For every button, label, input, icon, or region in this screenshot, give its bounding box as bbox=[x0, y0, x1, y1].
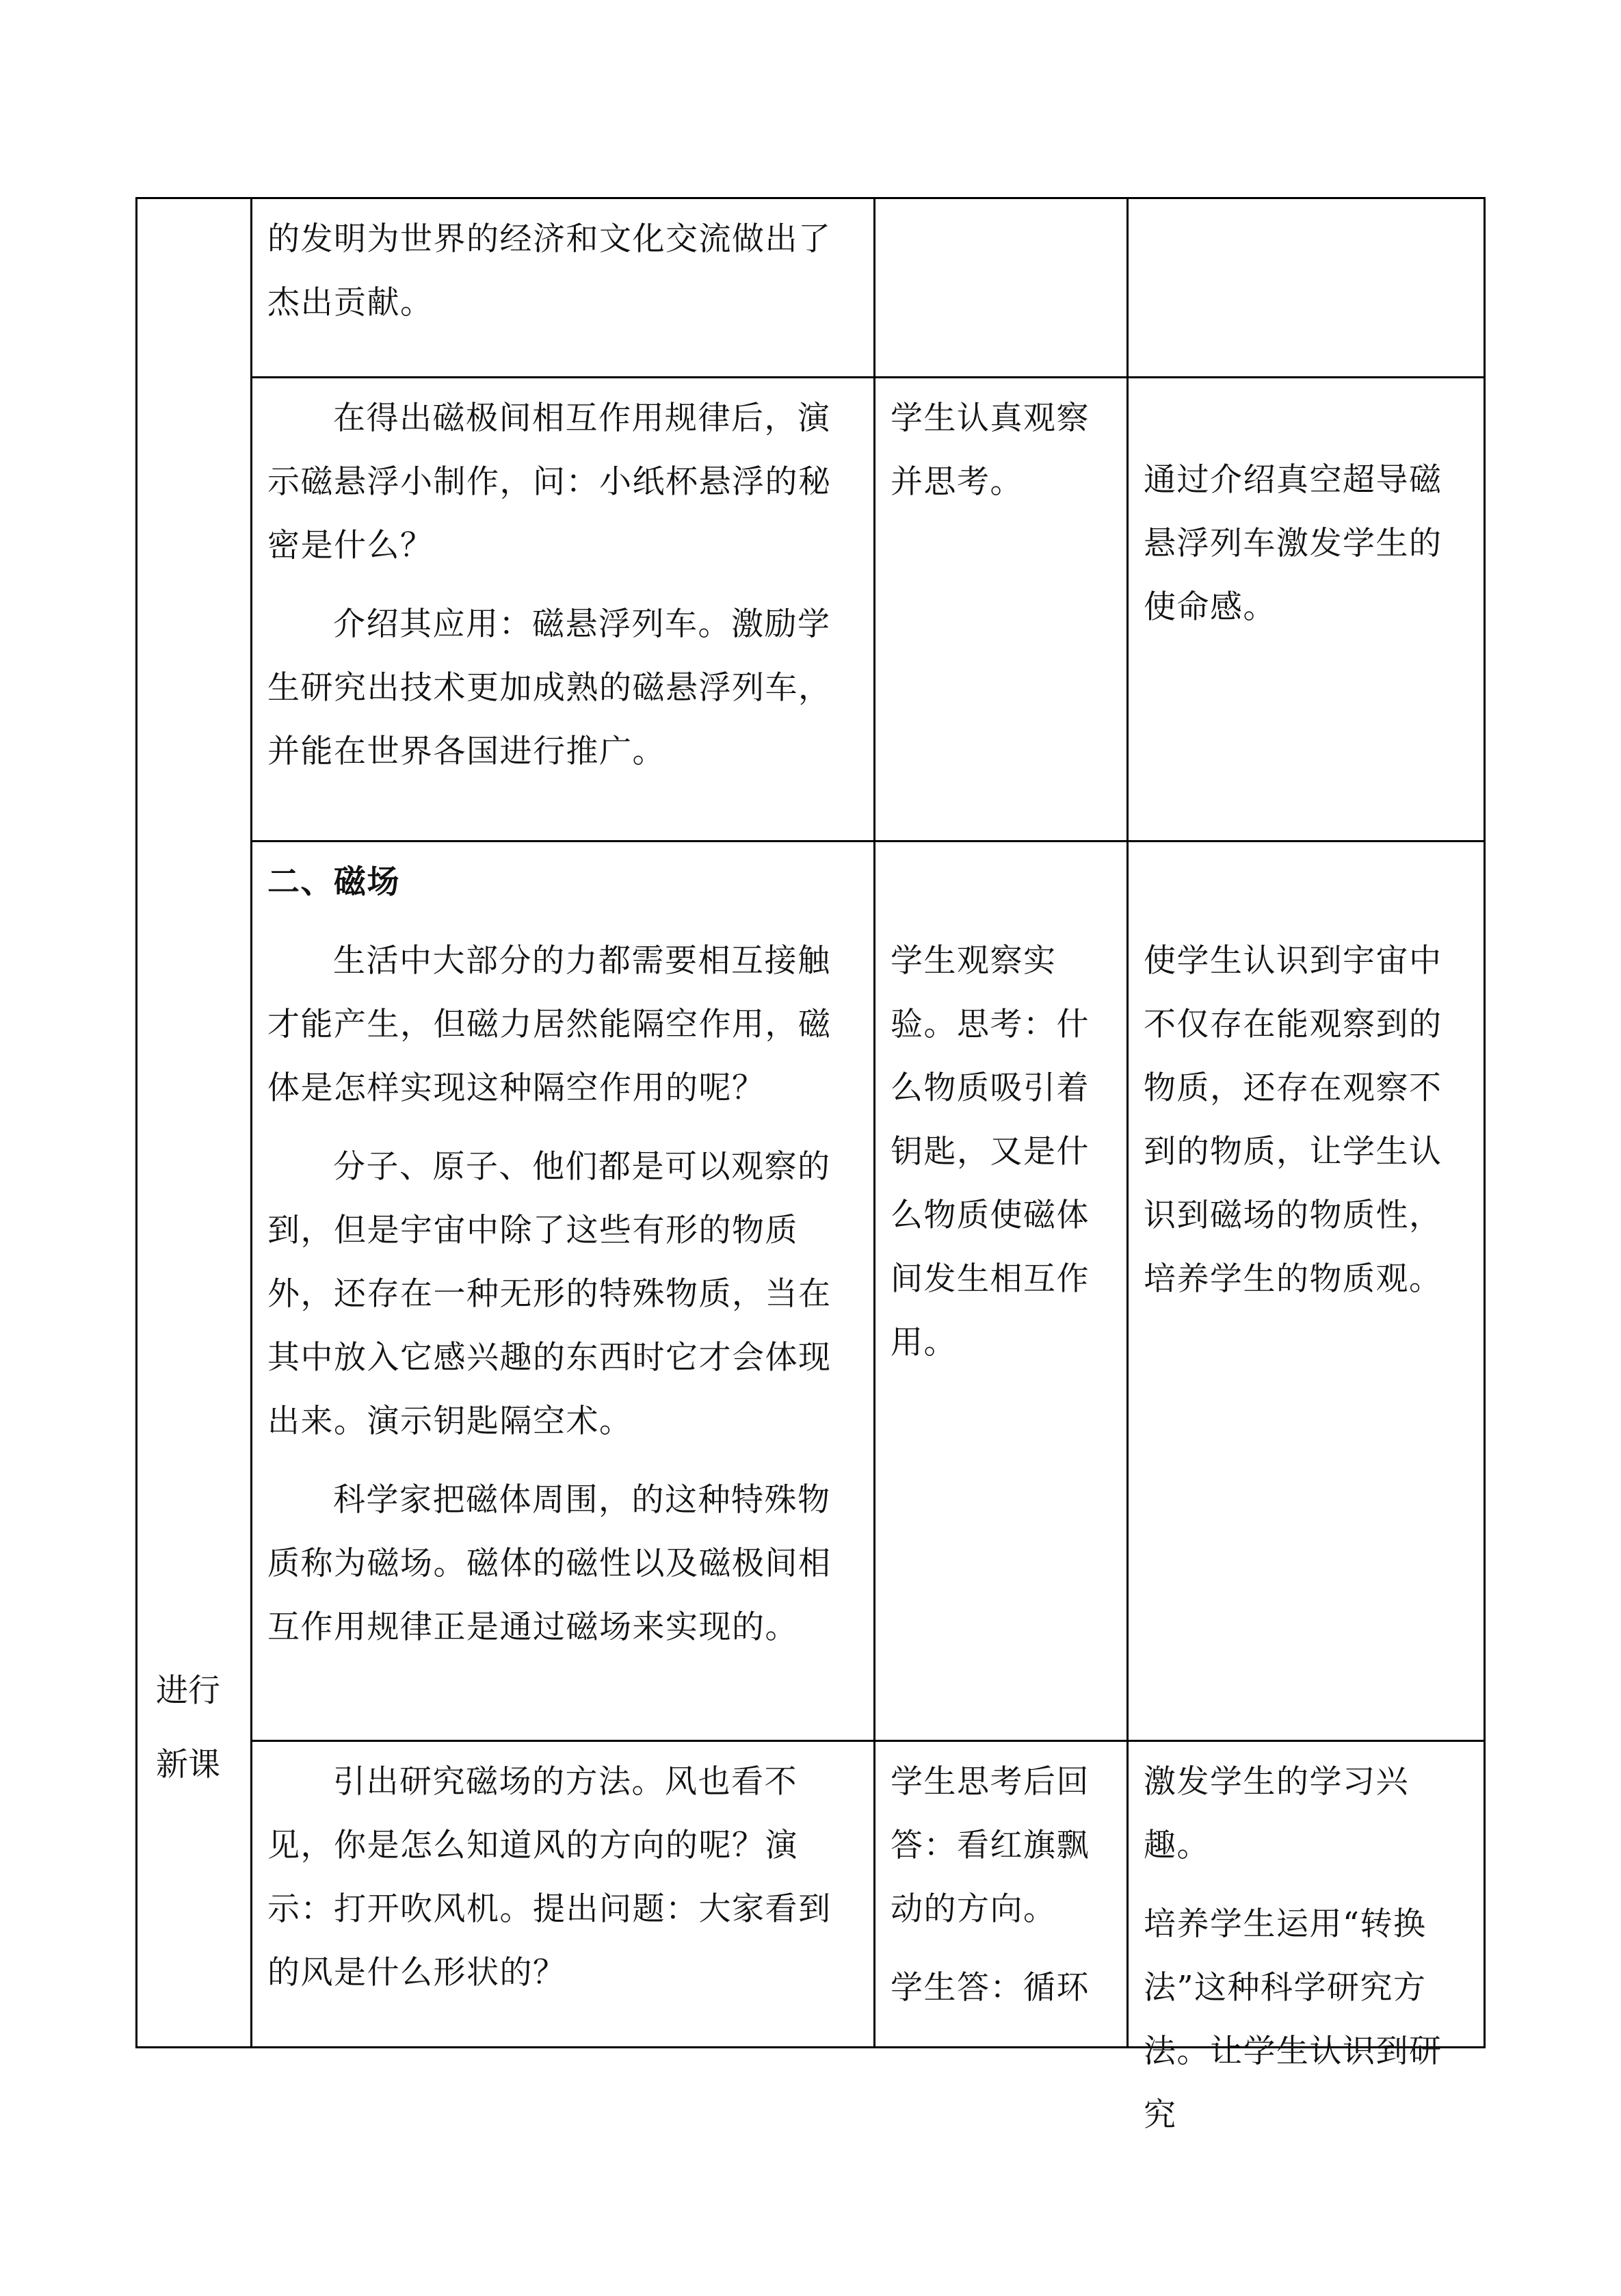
paragraph: 介绍其应用：磁悬浮列车。激励学生研究出技术更加成熟的磁悬浮列车，并能在世界各国进行推广。 bbox=[267, 605, 832, 770]
student-activity: 学生思考后回答：看红旗飘动的方向。 bbox=[891, 1763, 1090, 1928]
section-label: 进行 bbox=[156, 1672, 220, 1710]
student-activity: 学生认真观察并思考。 bbox=[891, 400, 1090, 501]
purpose-cell bbox=[1129, 378, 1484, 840]
student-cell bbox=[875, 1742, 1126, 2046]
section-label: 新课 bbox=[156, 1746, 220, 1784]
paragraph: 引出研究磁场的方法。风也看不见，你是怎么知道风的方向的呢？演示：打开吹风机。提出问题：大家看到的风是什么形状的？ bbox=[267, 1763, 832, 1992]
design-purpose: 通过介绍真空超导磁悬浮列车激发学生的使命感。 bbox=[1144, 461, 1442, 626]
student-cell bbox=[875, 842, 1126, 1740]
content-cell bbox=[252, 1742, 873, 2046]
purpose-cell bbox=[1129, 199, 1484, 376]
student-activity: 学生答：循环 bbox=[891, 1969, 1090, 2007]
paragraph: 分子、原子、他们都是可以观察的到，但是宇宙中除了这些有形的物质外，还存在一种无形的特殊物质，当在其中放入它感兴趣的东西时它才会体现出来。演示钥匙隔空术。 bbox=[267, 1148, 832, 1440]
paragraph: 科学家把磁体周围，的这种特殊物质称为磁场。磁体的磁性以及磁极间相互作用规律正是通过磁场来实现的。 bbox=[267, 1481, 832, 1646]
purpose-cell bbox=[1129, 1742, 1484, 2134]
paragraph: 在得出磁极间相互作用规律后，演示磁悬浮小制作，问：小纸杯悬浮的秘密是什么？ bbox=[267, 400, 832, 564]
design-purpose: 培养学生运用“转换法”这种科学研究方法。让学生认识到研究 bbox=[1144, 1905, 1442, 2134]
student-cell bbox=[875, 199, 1126, 376]
student-activity: 学生观察实验。思考：什么物质吸引着钥匙，又是什么物质使磁体间发生相互作用。 bbox=[891, 942, 1090, 1361]
content-cell bbox=[252, 842, 873, 1740]
table-border bbox=[1484, 197, 1486, 2048]
paragraph: 的发明为世界的经济和文化交流做出了杰出贡献。 bbox=[267, 220, 832, 322]
purpose-cell bbox=[1129, 842, 1484, 1740]
design-purpose: 使学生认识到宇宙中不仅存在能观察到的物质，还存在观察不到的物质，让学生认识到磁场的物质性，培养学生的物质观。 bbox=[1144, 942, 1442, 1298]
lesson-table bbox=[135, 197, 1486, 2134]
paragraph: 生活中大部分的力都需要相互接触才能产生，但磁力居然能隔空作用，磁体是怎样实现这种隔空作用的呢？ bbox=[267, 942, 832, 1107]
table-border bbox=[135, 197, 137, 2048]
content-cell bbox=[252, 378, 873, 840]
content-cell bbox=[252, 199, 873, 376]
section-heading: 二、磁场 bbox=[267, 863, 400, 901]
student-cell bbox=[875, 378, 1126, 840]
design-purpose: 激发学生的学习兴趣。 bbox=[1144, 1763, 1409, 1864]
